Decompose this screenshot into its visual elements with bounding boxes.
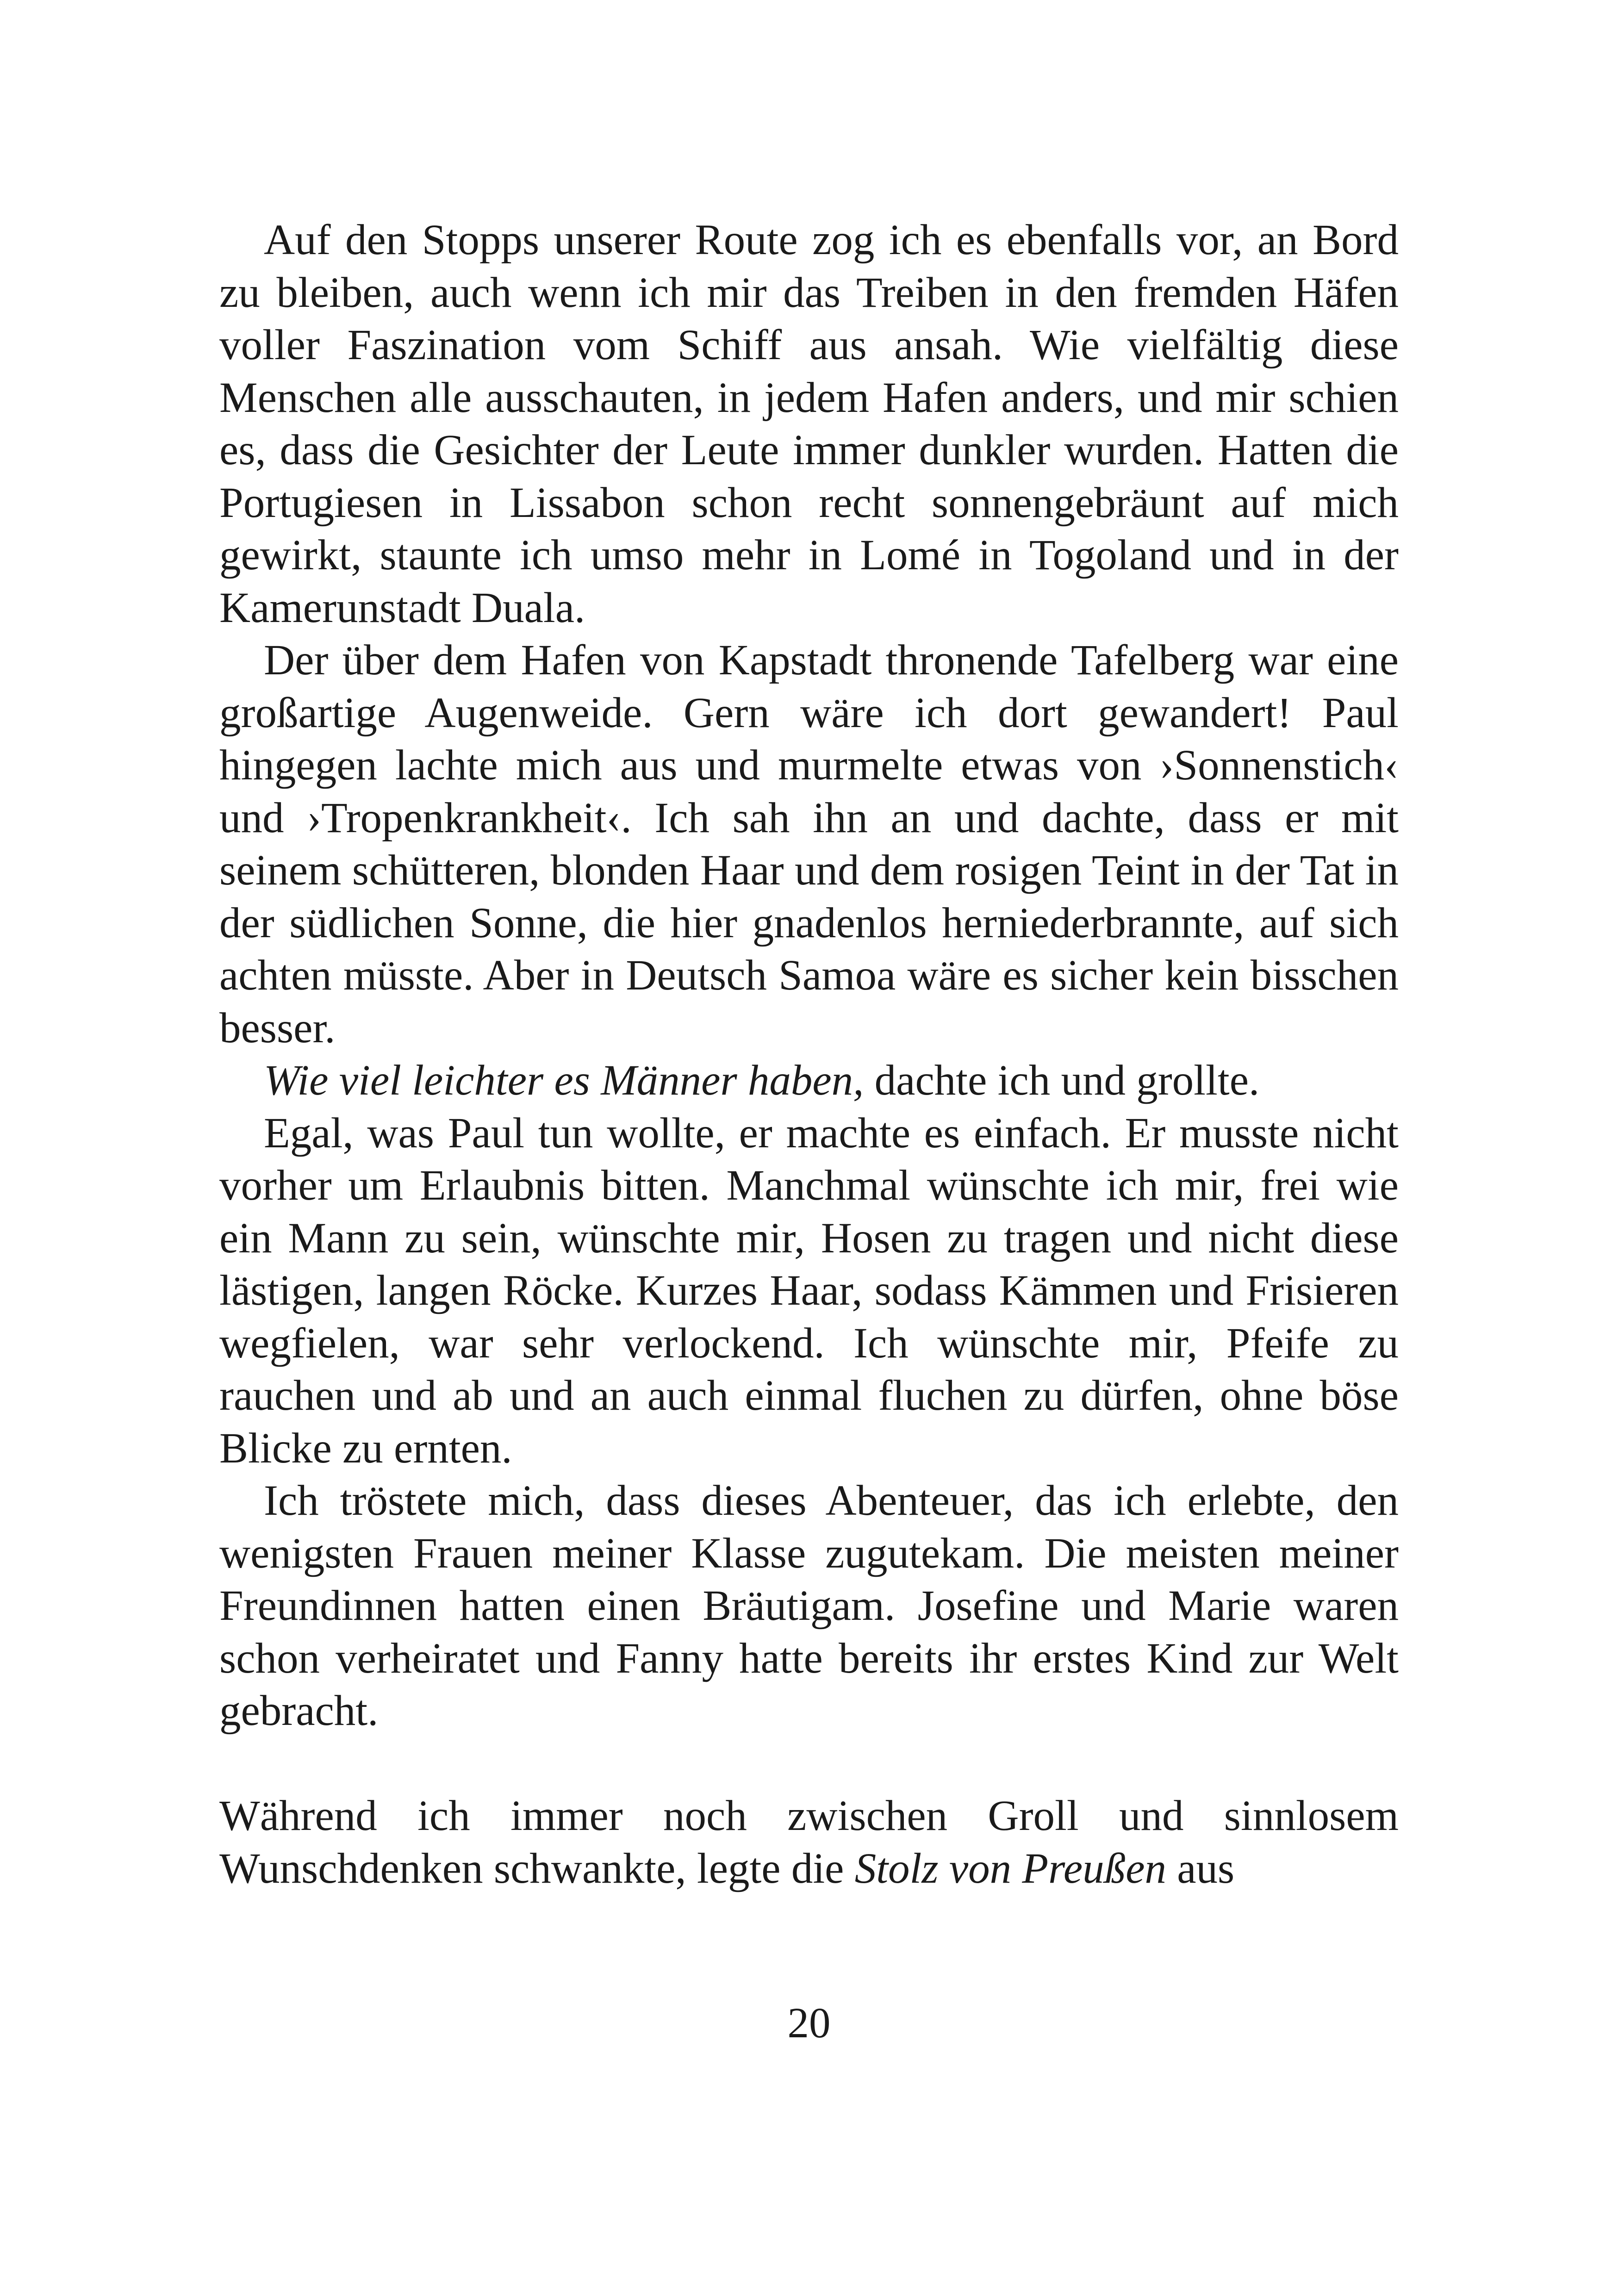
paragraph-3	[219, 1054, 1399, 1107]
paragraph-4: Egal, was Paul tun wollte, er machte es einfach. Er musste nicht vorher um Erlaubnis bitten. Manchmal wünschte ich mir, frei wie ein Mann zu sein, wünschte mir, Hosen zu tragen und nicht diese lästigen, langen Röcke. Kurzes Haar, sodass Kämmen und Frisieren wegfielen, war sehr verlockend. Ich wünschte mir, Pfeife zu rauchen und ab und an auch einmal fluchen zu dürfen, ohne böse Blicke zu ernten.	[219, 1109, 1399, 1472]
italic-thought: Wie viel leichter es Männer haben,	[264, 1057, 864, 1104]
paragraph-6-before: Während ich immer noch zwischen Groll und sinnlosem Wunschdenken schwankte, legte die	[219, 1792, 1399, 1892]
paragraph-6	[219, 1790, 1399, 1895]
paragraph-6-after: aus	[1166, 1844, 1235, 1892]
paragraph-3-rest: dachte ich und grollte.	[864, 1057, 1260, 1104]
ship-name: Stolz von Preußen	[854, 1844, 1166, 1892]
body-text	[219, 214, 1399, 1895]
page-number: 20	[787, 1999, 831, 2047]
paragraph-5: Ich tröstete mich, dass dieses Abenteuer, das ich erlebte, den wenigsten Frauen meiner Klasse zugutekam. Die meisten meiner Freundinnen hatten einen Bräutigam. Josefine und Marie waren schon verheiratet und Fanny hatte bereits ihr erstes Kind zur Welt gebracht.	[219, 1477, 1399, 1735]
paragraph-1: Auf den Stopps unserer Route zog ich es ebenfalls vor, an Bord zu bleiben, auch wenn ich mir das Treiben in den fremden Häfen voller Faszination vom Schiff aus ansah. Wie vielfältig diese Menschen alle ausschauten, in jedem Hafen anders, und mir schien es, dass die Gesichter der Leute immer dunkler wurden. Hatten die Portugiesen in Lissabon schon recht sonnengebräunt auf mich gewirkt, staunte ich umso mehr in Lomé in Togoland und in der Kamerunstadt Duala.	[219, 216, 1399, 632]
paragraph-2: Der über dem Hafen von Kapstadt thronende Tafelberg war eine großartige Augenweide. Gern wäre ich dort gewandert! Paul hingegen lachte mich aus und murmelte etwas von ›Sonnenstich‹ und ›Tropenkrankheit‹. Ich sah ihn an und dachte, dass er mit seinem schütteren, blonden Haar und dem rosigen Teint in der Tat in der südlichen Sonne, die hier gnadenlos herniederbrannte, auf sich achten müsste. Aber in Deutsch Samoa wäre es sicher kein bisschen besser.	[219, 636, 1399, 1052]
